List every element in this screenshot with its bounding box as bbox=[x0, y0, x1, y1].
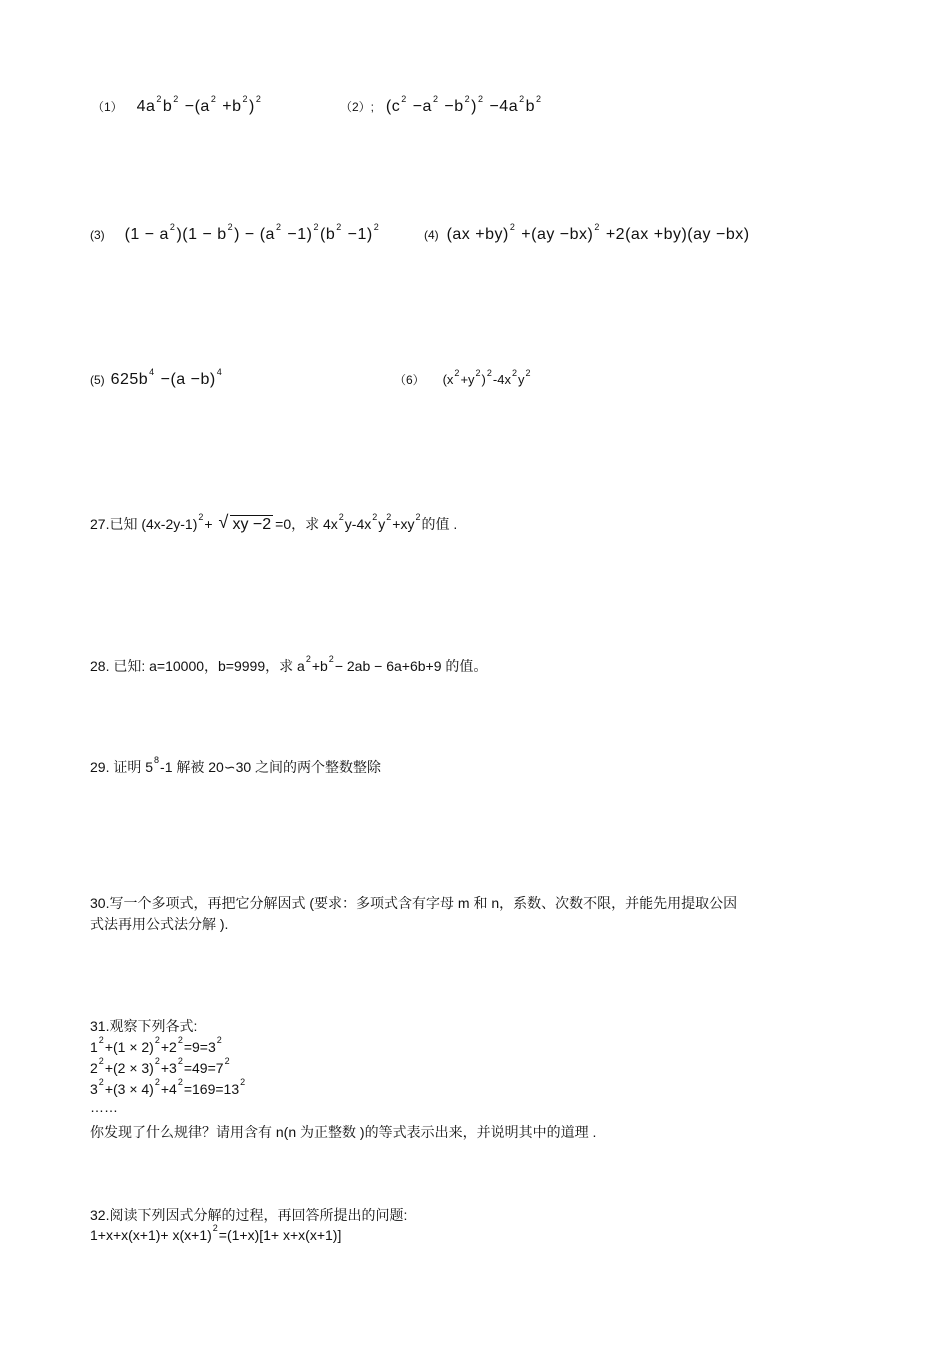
expr-term: 4a bbox=[136, 98, 156, 115]
expr-term: −4a bbox=[484, 98, 519, 115]
exponent: 2 bbox=[511, 367, 517, 378]
exponent: 2 bbox=[212, 1223, 218, 1234]
question-28 bbox=[90, 656, 487, 676]
exponent: 2 bbox=[242, 93, 249, 104]
exponent: 2 bbox=[255, 93, 262, 104]
exponent: 2 bbox=[169, 221, 176, 232]
exponent: 2 bbox=[224, 1056, 230, 1067]
exponent: 2 bbox=[313, 221, 319, 232]
expr-term: ) − (a bbox=[234, 226, 275, 243]
q29-text: 29. 证明 5 bbox=[90, 759, 154, 775]
question-27 bbox=[90, 514, 457, 535]
question-30-line-1: 30.写一个多项式，再把它分解因式 (要求：多项式含有字母 m 和 n，系数、次数不限，并能先用提取公因 bbox=[90, 895, 738, 911]
exponent: 2 bbox=[154, 1077, 160, 1088]
exponent: 4 bbox=[149, 366, 155, 377]
exponent: 2 bbox=[475, 367, 481, 378]
exponent: 2 bbox=[432, 93, 439, 104]
problem-1-label: （1） bbox=[92, 100, 123, 114]
problem-3-label: (3) bbox=[90, 228, 105, 242]
radical-sign-icon: √ bbox=[218, 512, 229, 532]
expr-term: =(1+x)[1+ x+x(x+1)] bbox=[218, 1227, 342, 1243]
expr-term: −(a −b) bbox=[155, 371, 216, 388]
expr-term: −1) bbox=[342, 226, 373, 243]
expr-term: 3 bbox=[90, 1081, 98, 1097]
exponent: 2 bbox=[98, 1077, 104, 1088]
exponent: 2 bbox=[177, 1035, 183, 1046]
exponent: 2 bbox=[338, 512, 344, 523]
expr-term: )(1 − b bbox=[176, 226, 227, 243]
expr-term: ) bbox=[249, 98, 255, 115]
expr-term: +2 bbox=[160, 1039, 177, 1055]
exponent: 2 bbox=[198, 512, 204, 523]
problem-6-label: （6） bbox=[394, 373, 425, 387]
expr-term: +b bbox=[217, 98, 242, 115]
exponent: 8 bbox=[154, 755, 160, 766]
expr-term: -4x bbox=[492, 372, 511, 387]
exponent: 2 bbox=[227, 221, 234, 232]
expr-term: +4 bbox=[160, 1081, 177, 1097]
expr-term: (b bbox=[319, 226, 336, 243]
expr-term: +(ay −bx) bbox=[516, 226, 594, 243]
q27-text: +xy bbox=[392, 516, 415, 532]
expr-term: +y bbox=[460, 372, 475, 387]
expr-term: y bbox=[517, 372, 525, 387]
expr-term: ) bbox=[481, 372, 486, 387]
problem-1 bbox=[92, 93, 262, 117]
q28-text: − 2ab − 6a+6b+9 的值。 bbox=[334, 658, 488, 674]
problem-2-label: （2）; bbox=[340, 100, 375, 114]
expr-term: =49=7 bbox=[183, 1060, 224, 1076]
exponent: 2 bbox=[525, 367, 531, 378]
expr-term: +(3 × 4) bbox=[104, 1081, 154, 1097]
exponent: 2 bbox=[173, 93, 179, 104]
problem-6 bbox=[394, 369, 532, 390]
exponent: 2 bbox=[216, 1035, 222, 1046]
exponent: 2 bbox=[509, 221, 516, 232]
square-root bbox=[218, 514, 273, 535]
exponent: 2 bbox=[154, 1035, 160, 1046]
problem-2-expression bbox=[385, 93, 543, 115]
exponent: 2 bbox=[401, 93, 407, 104]
expr-term: (x bbox=[442, 372, 454, 387]
exponent: 2 bbox=[275, 221, 282, 232]
problem-4-expression bbox=[446, 221, 750, 243]
problem-5 bbox=[90, 366, 223, 390]
radicand: xy −2 bbox=[232, 516, 272, 533]
exponent: 2 bbox=[477, 93, 484, 104]
q27-text: y bbox=[378, 516, 386, 532]
expr-term: =9=3 bbox=[183, 1039, 216, 1055]
exponent: 2 bbox=[464, 93, 471, 104]
exponent: 2 bbox=[240, 1077, 246, 1088]
exponent: 2 bbox=[305, 654, 311, 665]
exponent: 2 bbox=[156, 93, 162, 104]
exponent: 2 bbox=[454, 367, 460, 378]
expr-term: b bbox=[162, 98, 173, 115]
expr-term: =169=13 bbox=[183, 1081, 240, 1097]
exponent: 2 bbox=[519, 93, 525, 104]
question-32-title: 32.阅读下列因式分解的过程，再回答所提出的问题: bbox=[90, 1207, 408, 1223]
expr-term: b bbox=[525, 98, 536, 115]
ellipsis: …… bbox=[90, 1099, 118, 1115]
expr-term: (ax +by) bbox=[446, 226, 509, 243]
question-29 bbox=[90, 757, 381, 777]
question-30-line-2: 式法再用公式法分解 ). bbox=[90, 916, 229, 932]
exponent: 2 bbox=[372, 512, 378, 523]
q27-text: 27.已知 (4x-2y-1) bbox=[90, 516, 198, 532]
problem-4-label: (4) bbox=[424, 228, 439, 242]
q29-text: -1 解被 20∽30 之间的两个整数整除 bbox=[160, 759, 382, 775]
q27-text: =0，求 4x bbox=[275, 516, 338, 532]
exponent: 2 bbox=[386, 512, 392, 523]
exponent: 2 bbox=[594, 221, 600, 232]
exponent: 2 bbox=[486, 367, 492, 378]
expr-term: −1) bbox=[282, 226, 313, 243]
q28-text: +b bbox=[311, 658, 328, 674]
exponent: 2 bbox=[154, 1056, 160, 1067]
expr-term: ) bbox=[471, 98, 477, 115]
problem-2 bbox=[340, 93, 543, 117]
question-32-expression bbox=[90, 1225, 341, 1245]
problem-3 bbox=[90, 221, 380, 245]
expr-term: +(1 × 2) bbox=[104, 1039, 154, 1055]
exponent: 2 bbox=[177, 1056, 183, 1067]
equation-row bbox=[90, 1079, 246, 1099]
expr-term: −b bbox=[439, 98, 464, 115]
exponent: 2 bbox=[373, 221, 380, 232]
exponent: 2 bbox=[336, 221, 342, 232]
problem-1-expression bbox=[136, 93, 263, 115]
exponent: 2 bbox=[536, 93, 542, 104]
exponent: 2 bbox=[98, 1035, 104, 1046]
expr-term: −(a bbox=[179, 98, 210, 115]
expr-term: −a bbox=[407, 98, 432, 115]
q27-text: 的值 . bbox=[421, 516, 458, 532]
exponent: 4 bbox=[216, 366, 223, 377]
exponent: 2 bbox=[415, 512, 421, 523]
problem-3-expression bbox=[124, 221, 381, 243]
exponent: 2 bbox=[210, 93, 217, 104]
expr-term: 1 bbox=[90, 1039, 98, 1055]
problem-5-label: (5) bbox=[90, 373, 105, 387]
expr-term: +(2 × 3) bbox=[104, 1060, 154, 1076]
problem-6-expression bbox=[442, 367, 532, 387]
exponent: 2 bbox=[328, 654, 334, 665]
equation-row bbox=[90, 1058, 231, 1078]
expr-term: (c bbox=[385, 98, 401, 115]
equation-row bbox=[90, 1037, 223, 1057]
expr-term: +2(ax +by)(ay −bx) bbox=[600, 226, 750, 243]
expr-term: 1+x+x(x+1)+ x(x+1) bbox=[90, 1227, 212, 1243]
question-31-prompt: 你发现了什么规律？请用含有 n(n 为正整数 )的等式表示出来，并说明其中的道理 . bbox=[90, 1124, 597, 1140]
exponent: 2 bbox=[177, 1077, 183, 1088]
expr-term: 625b bbox=[110, 371, 149, 388]
question-31-title: 31.观察下列各式: bbox=[90, 1018, 198, 1034]
q27-text: y-4x bbox=[344, 516, 372, 532]
expr-term: 2 bbox=[90, 1060, 98, 1076]
problem-5-expression bbox=[110, 366, 224, 388]
expr-term: (1 − a bbox=[124, 226, 169, 243]
problem-4 bbox=[424, 221, 750, 245]
q28-text: 28. 已知: a=10000，b=9999，求 a bbox=[90, 658, 305, 674]
expr-term: +3 bbox=[160, 1060, 177, 1076]
exponent: 2 bbox=[98, 1056, 104, 1067]
q27-text: + bbox=[204, 516, 213, 532]
